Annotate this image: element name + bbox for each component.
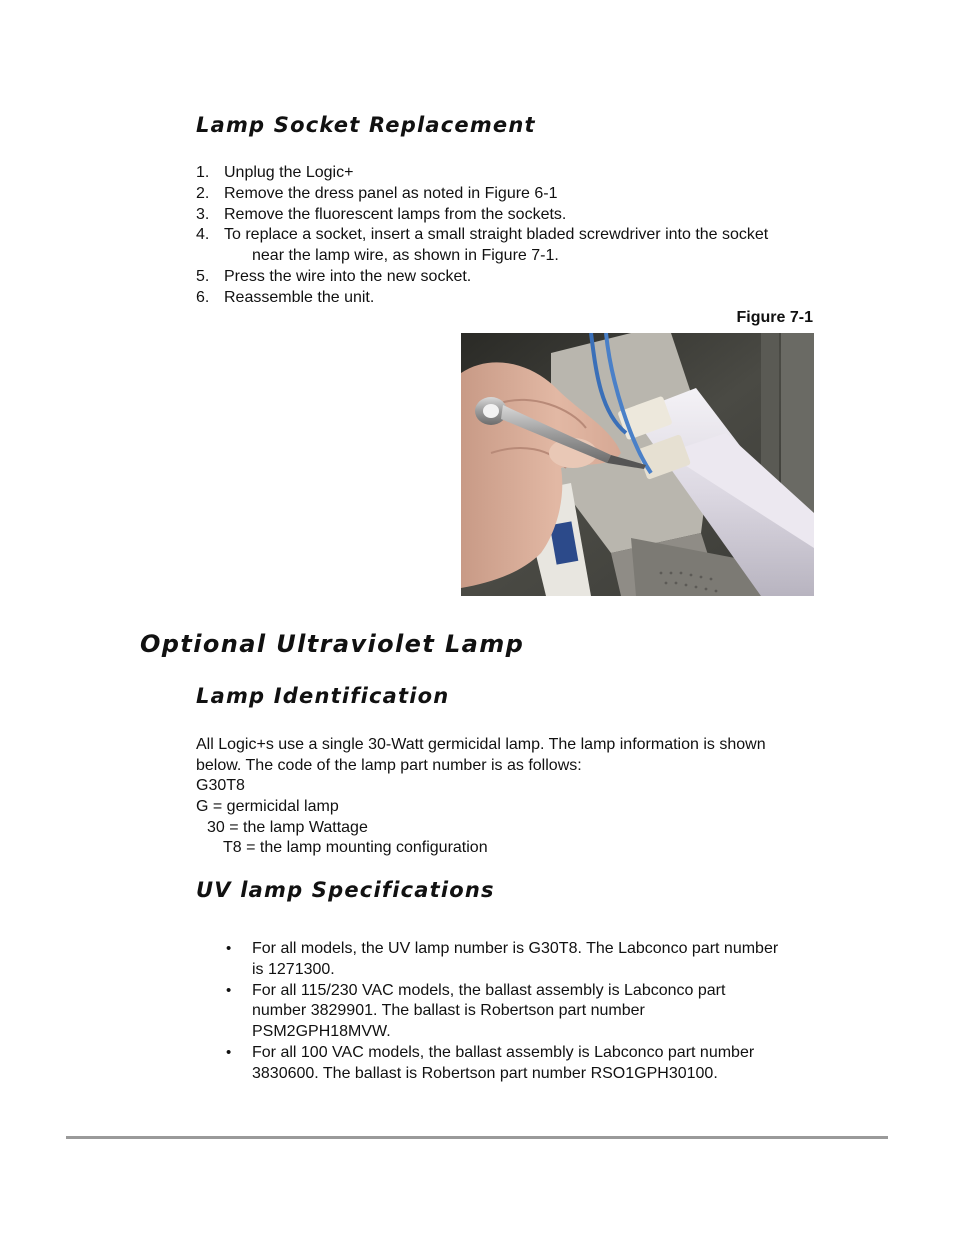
code-legend-line: T8 = the lamp mounting configuration (223, 839, 488, 856)
bullet-text: 3830600. The ballast is Robertson part number RSO1GPH30100. (252, 1065, 718, 1082)
bullet-icon: • (226, 982, 232, 999)
section-heading-lamp-identification: Lamp Identification (196, 684, 450, 708)
bullet-icon: • (226, 1044, 232, 1061)
bullet-text: For all models, the UV lamp number is G30T8. The Labconco part number (252, 940, 779, 957)
step-number: 6. (196, 289, 210, 306)
section-heading-socket-replacement: Lamp Socket Replacement (196, 113, 536, 137)
part-number-code: G30T8 (196, 777, 245, 794)
section-heading-uv-specifications: UV lamp Specifications (196, 878, 495, 902)
footer-divider (66, 1136, 888, 1139)
bullet-text: PSM2GPH18MVW. (252, 1023, 391, 1040)
step-text: Reassemble the unit. (224, 289, 375, 306)
code-legend-line: G = germicidal lamp (196, 798, 339, 815)
bullet-text: For all 115/230 VAC models, the ballast assembly is Labconco part (252, 982, 726, 999)
step-text: Press the wire into the new socket. (224, 268, 472, 285)
code-legend-line: 30 = the lamp Wattage (207, 819, 368, 836)
step-text: To replace a socket, insert a small straight bladed screwdriver into the socket (224, 226, 769, 243)
bullet-icon: • (226, 940, 232, 957)
step-number: 5. (196, 268, 210, 285)
step-text: Remove the fluorescent lamps from the sockets. (224, 206, 567, 223)
bullet-text: is 1271300. (252, 961, 335, 978)
figure-caption: Figure 7-1 (736, 309, 813, 326)
step-text-continuation: near the lamp wire, as shown in Figure 7-1. (252, 247, 559, 264)
bullet-text: For all 100 VAC models, the ballast assembly is Labconco part number (252, 1044, 755, 1061)
lamp-socket-photo (461, 333, 814, 596)
step-text: Remove the dress panel as noted in Figure 6-1 (224, 185, 558, 202)
paragraph-line: below. The code of the lamp part number is as follows: (196, 757, 582, 774)
bullet-text: number 3829901. The ballast is Robertson part number (252, 1002, 645, 1019)
section-heading-uv-lamp: Optional Ultraviolet Lamp (140, 630, 525, 658)
step-number: 3. (196, 206, 210, 223)
step-number: 4. (196, 226, 210, 243)
paragraph-line: All Logic+s use a single 30-Watt germicidal lamp. The lamp information is shown (196, 736, 766, 753)
step-text: Unplug the Logic+ (224, 164, 354, 181)
step-number: 2. (196, 185, 210, 202)
step-number: 1. (196, 164, 210, 181)
